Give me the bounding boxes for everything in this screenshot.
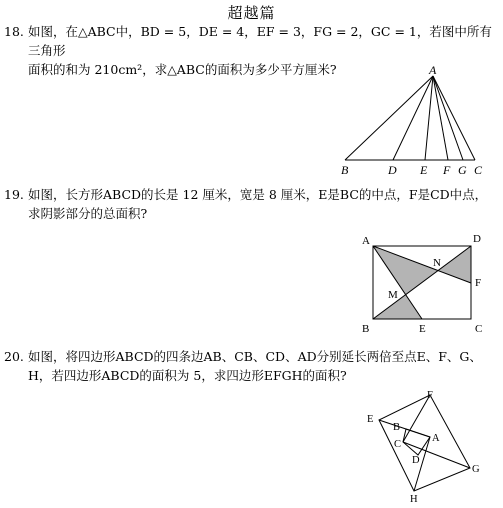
rectangle-figure <box>355 228 495 338</box>
problem-text-line: H，若四边形ABCD的面积为 5，求四边形EFGH的面积? <box>28 368 347 383</box>
label-e: E <box>367 414 374 425</box>
problem-text-line: 求阴影部分的总面积? <box>28 206 148 221</box>
label-f: F <box>443 163 451 177</box>
label-h: H <box>410 494 418 504</box>
label-c: C <box>475 323 483 335</box>
label-g: G <box>472 464 480 475</box>
problem-text-line: 如图，将四边形ABCD的四条边AB、CB、CD、AD分别延长两倍至点E、F、G、 <box>28 349 482 364</box>
segment-ad <box>393 76 433 160</box>
label-a: A <box>362 235 370 247</box>
label-a: A <box>429 63 437 77</box>
label-f: F <box>475 277 482 289</box>
problem-text-line: 如图，在△ABC中，BD = 5，DE = 4，EF = 3，FG = 2，GC = 1，若图中所有三角形 <box>28 24 492 58</box>
problem-number: 18. <box>4 24 24 39</box>
problem-number: 19. <box>4 187 24 202</box>
problem-text-line: 面积的和为 210cm²，求△ABC的面积为多少平方厘米? <box>28 62 337 77</box>
shaded-triangle-ndf <box>438 246 471 283</box>
label-c: C <box>394 439 402 450</box>
label-m: M <box>388 289 398 301</box>
segment-ac <box>433 76 475 160</box>
segment-ae <box>425 76 433 160</box>
label-n: N <box>433 257 441 269</box>
label-e: E <box>420 163 428 177</box>
page-title: 超越篇 <box>227 4 276 22</box>
segment-ag <box>433 76 463 160</box>
shaded-triangle-amn <box>373 246 438 295</box>
label-d: D <box>412 455 420 466</box>
segment-ab <box>345 76 433 160</box>
segment-af <box>433 76 448 160</box>
label-f: F <box>427 390 433 401</box>
problem-20 <box>4 347 498 385</box>
quadrilateral-figure <box>360 386 490 504</box>
problem-text-line: 如图，长方形ABCD的长是 12 厘米，宽是 8 厘米，E是BC的中点，F是CD中点， <box>28 187 488 202</box>
label-b: B <box>341 163 349 177</box>
label-b: B <box>362 323 370 335</box>
quadrilateral-efgh <box>379 395 470 491</box>
label-b: B <box>393 422 401 433</box>
triangle-figure <box>335 62 495 180</box>
label-d: D <box>473 233 481 245</box>
label-e: E <box>419 323 426 335</box>
problem-number: 20. <box>4 349 24 364</box>
label-d: D <box>388 163 397 177</box>
label-c: C <box>474 163 483 177</box>
label-g: G <box>458 163 467 177</box>
problem-19 <box>4 185 498 223</box>
label-a: A <box>432 433 440 444</box>
